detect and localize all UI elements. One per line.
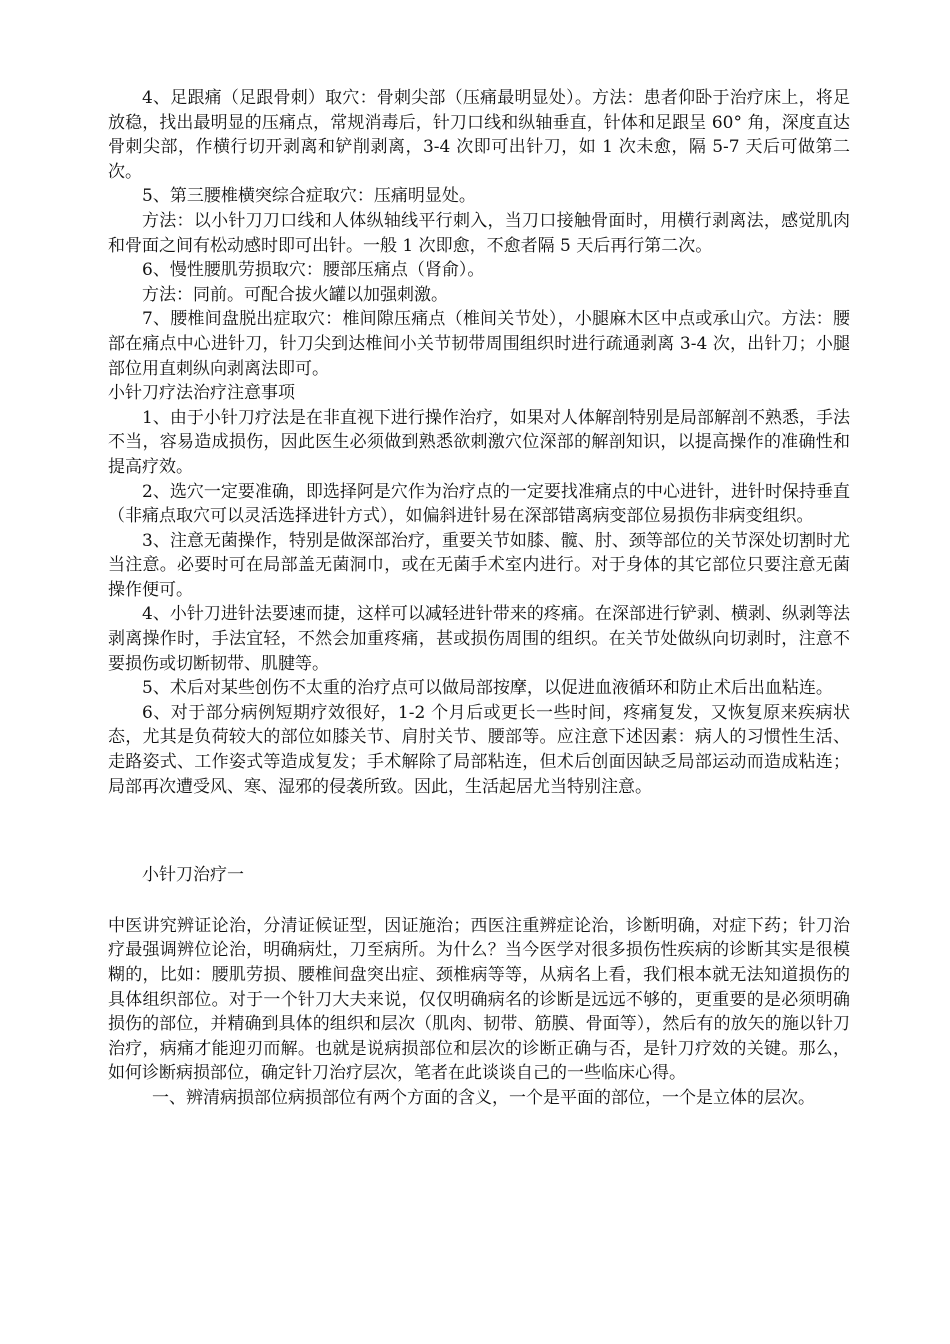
section-intro: 中医讲究辨证论治，分清证候证型，因证施治；西医注重辨症论治，诊断明确，对症下药；针刀治疗最强调辨位论治，明确病灶，刀至病所。为什么？当今医学对很多损伤性疾病的诊断其实是很模糊的，比如：腰肌劳损、腰椎间盘突出症、颈椎病等等，从病名上看，我们根本就无法知道损伤的具体组织部位。对于一个针刀大夫来说，仅仅明确病名的诊断是远远不够的，更重要的是必须明确损伤的部位，并精确到具体的组织和层次（肌肉、韧带、筋膜、骨面等），然后有的放矢的施以针刀治疗，病痛才能迎刃而解。也就是说病损部位和层次的诊断正确与否，是针刀疗效的关键。那么，如何诊断病损部位，确定针刀治疗层次，笔者在此谈谈自己的一些临床心得。 bbox=[108, 915, 850, 1084]
precaution-2: 2、选穴一定要准确，即选择阿是穴作为治疗点的一定要找准痛点的中心进针，进针时保持垂直（非痛点取穴可以灵活选择进针方式），如偏斜进针易在深部错离病变部位易损伤非病变组织。 bbox=[108, 481, 850, 527]
precaution-6: 6、对于部分病例短期疗效很好，1-2 个月后或更长一些时间，疼痛复发，又恢复原来疾病状态，尤其是负荷较大的部位如膝关节、肩肘关节、腰部等。应注意下述因素：病人的习惯性生活、走路姿式、工作姿式等造成复发；手术解除了局部粘连，但术后创面因缺乏局部运动而造成粘连；局部再次遭受风、寒、湿邪的侵袭所致。因此，生活起居尤当特别注意。 bbox=[108, 702, 850, 797]
precaution-4: 4、小针刀进针法要速而捷，这样可以减轻进针带来的疼痛。在深部进行铲剥、横剥、纵剥等法剥离操作时，手法宜轻，不然会加重疼痛，甚或损伤周围的组织。在关节处做纵向切剥时，注意不要损伤或切断韧带、肌腱等。 bbox=[108, 604, 850, 674]
paragraph-method-lumbar-transverse: 方法：以小针刀刀口线和人体纵轴线平行刺入，当刀口接触骨面时，用横行剥离法，感觉肌肉和骨面之间有松动感时即可出针。一般 1 次即愈，不愈者隔 5 天后再行第二次。 bbox=[108, 210, 850, 256]
blank-space-small bbox=[108, 888, 850, 914]
section-title: 小针刀治疗一 bbox=[142, 865, 244, 886]
precaution-5: 5、术后对某些创伤不太重的治疗点可以做局部按摩，以促进血液循环和防止术后出血粘连。 bbox=[142, 678, 833, 699]
precaution-1: 1、由于小针刀疗法是在非直视下进行操作治疗，如果对人体解剖特别是局部解剖不熟悉，手法不当，容易造成损伤，因此医生必须做到熟悉欲刺激穴位深部的解剖知识，以提高操作的准确性和提高疗效。 bbox=[108, 407, 850, 477]
paragraph-heel-pain: 4、足跟痛（足跟骨刺）取穴：骨刺尖部（压痛最明显处）。方法：患者仰卧于治疗床上，将足放稳，找出最明显的压痛点，常规消毒后，针刀口线和纵轴垂直，针体和足跟呈 60° 角，深度直达骨刺尖部，作横行切开剥离和铲削剥离，3-4 次即可出针刀，如 1 次未愈，隔 5-7 天后可做第二次。 bbox=[108, 88, 850, 182]
paragraph-method-lumbar-strain: 方法：同前。可配合拔火罐以加强刺激。 bbox=[142, 284, 448, 305]
precaution-3: 3、注意无菌操作，特别是做深部治疗，重要关节如膝、髋、肘、颈等部位的关节深处切割时尤当注意。必要时可在局部盖无菌洞巾，或在无菌手术室内进行。对于身体的其它部位只要注意无菌操作便可。 bbox=[108, 530, 850, 600]
document-page bbox=[108, 86, 850, 1111]
paragraph-disc-herniation: 7、腰椎间盘脱出症取穴：椎间隙压痛点（椎间关节处），小腿麻木区中点或承山穴。方法：腰部在痛点中心进针刀，针刀尖到达椎间小关节韧带周围组织时进行疏通剥离 3-4 次，出针刀；小腿部位用直刺纵向剥离法即可。 bbox=[108, 309, 850, 379]
precautions-heading: 小针刀疗法治疗注意事项 bbox=[108, 383, 295, 404]
paragraph-lumbar-strain: 6、慢性腰肌劳损取穴：腰部压痛点（肾俞）。 bbox=[142, 260, 485, 281]
section-point-1: 一、辨清病损部位病损部位有两个方面的含义，一个是平面的部位，一个是立体的层次。 bbox=[152, 1087, 815, 1108]
paragraph-lumbar-transverse: 5、第三腰椎横突综合症取穴：压痛明显处。 bbox=[142, 186, 476, 207]
blank-space bbox=[108, 799, 850, 863]
